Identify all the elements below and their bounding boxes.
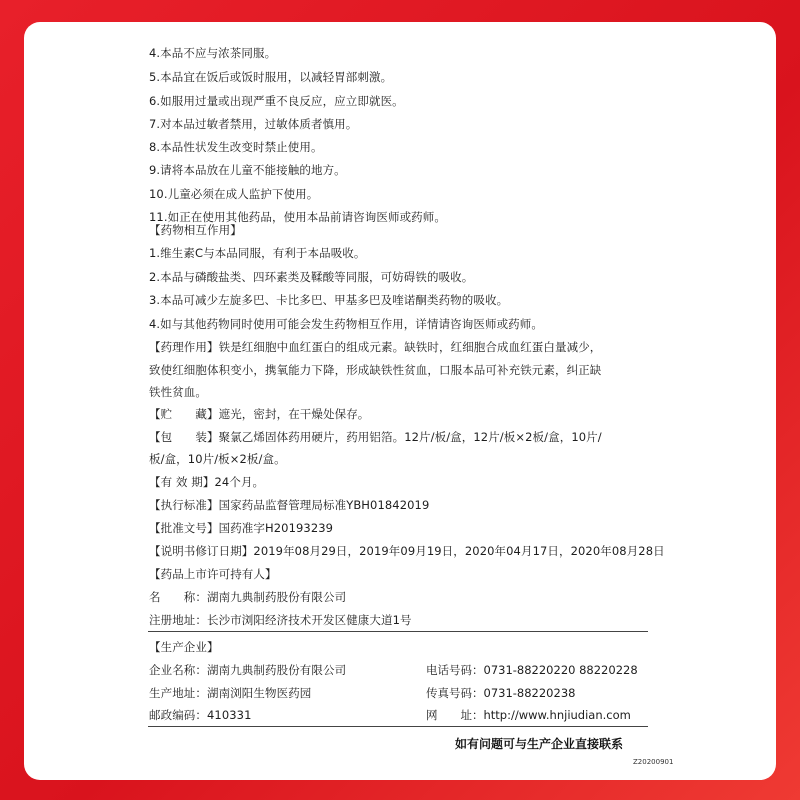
packaging-line: 【包 装】聚氯乙烯固体药用硬片，药用铝箔。12片/板/盒，12片/板×2板/盒，10片/ bbox=[149, 430, 602, 444]
precaution-item: 6.如服用过量或出现严重不良反应，应立即就医。 bbox=[149, 94, 404, 108]
pharmacology-line: 致使红细胞体积变小，携氧能力下降，形成缺铁性贫血，口服本品可补充铁元素，纠正缺 bbox=[149, 363, 602, 377]
document-code: Z20200901 bbox=[633, 758, 674, 766]
precaution-item: 9.请将本品放在儿童不能接触的地方。 bbox=[149, 163, 346, 177]
manufacturer-heading: 【生产企业】 bbox=[149, 640, 219, 654]
precaution-item: 10.儿童必须在成人监护下使用。 bbox=[149, 187, 319, 201]
holder-name: 名 称：湖南九典制药股份有限公司 bbox=[149, 590, 347, 604]
pharmacology-line: 铁性贫血。 bbox=[149, 385, 207, 399]
fax-line: 传真号码：0731-88220238 bbox=[426, 686, 576, 700]
precaution-item: 7.对本品过敏者禁用，过敏体质者慎用。 bbox=[149, 117, 358, 131]
revision-line: 【说明书修订日期】2019年08月29日，2019年09月19日，2020年04月17日，2020年08月28日 bbox=[149, 544, 665, 558]
precaution-item: 5.本品宜在饭后或饭时服用，以减轻胃部刺激。 bbox=[149, 70, 393, 84]
section-divider bbox=[148, 726, 648, 727]
storage-line: 【贮 藏】遮光，密封，在干燥处保存。 bbox=[149, 407, 370, 421]
precaution-item: 4.本品不应与浓茶同服。 bbox=[149, 46, 277, 60]
interaction-item: 3.本品可减少左旋多巴、卡比多巴、甲基多巴及喹诺酮类药物的吸收。 bbox=[149, 293, 509, 307]
precaution-item: 11.如正在使用其他药品，使用本品前请咨询医师或药师。 bbox=[149, 210, 446, 224]
approval-line: 【批准文号】国药准字H20193239 bbox=[149, 521, 334, 535]
leaflet-card bbox=[24, 22, 776, 780]
website-line: 网 址：http://www.hnjiudian.com bbox=[426, 708, 631, 722]
phone-line: 电话号码：0731-88220220 88220228 bbox=[426, 663, 638, 677]
section-divider bbox=[148, 631, 648, 632]
company-name: 企业名称：湖南九典制药股份有限公司 bbox=[149, 663, 347, 677]
interaction-item: 2.本品与磷酸盐类、四环素类及鞣酸等同服，可妨碍铁的吸收。 bbox=[149, 270, 474, 284]
precaution-item: 8.本品性状发生改变时禁止使用。 bbox=[149, 140, 323, 154]
holder-address: 注册地址：长沙市浏阳经济技术开发区健康大道1号 bbox=[149, 613, 412, 627]
packaging-line: 板/盒，10片/板×2板/盒。 bbox=[149, 452, 286, 466]
validity-line: 【有 效 期】24个月。 bbox=[149, 475, 265, 489]
interaction-item: 1.维生素C与本品同服，有利于本品吸收。 bbox=[149, 246, 366, 260]
postcode-line: 邮政编码：410331 bbox=[149, 708, 252, 722]
holder-heading: 【药品上市许可持有人】 bbox=[149, 567, 277, 581]
contact-note: 如有问题可与生产企业直接联系 bbox=[455, 737, 624, 751]
interaction-item: 4.如与其他药物同时使用可能会发生药物相互作用，详情请咨询医师或药师。 bbox=[149, 317, 543, 331]
interactions-heading: 【药物相互作用】 bbox=[149, 223, 242, 237]
pharmacology-line: 【药理作用】铁是红细胞中血红蛋白的组成元素。缺铁时，红细胞合成血红蛋白量减少， bbox=[149, 340, 602, 354]
standard-line: 【执行标准】国家药品监督管理局标准YBH01842019 bbox=[149, 498, 430, 512]
production-address: 生产地址：湖南浏阳生物医药园 bbox=[149, 686, 312, 700]
